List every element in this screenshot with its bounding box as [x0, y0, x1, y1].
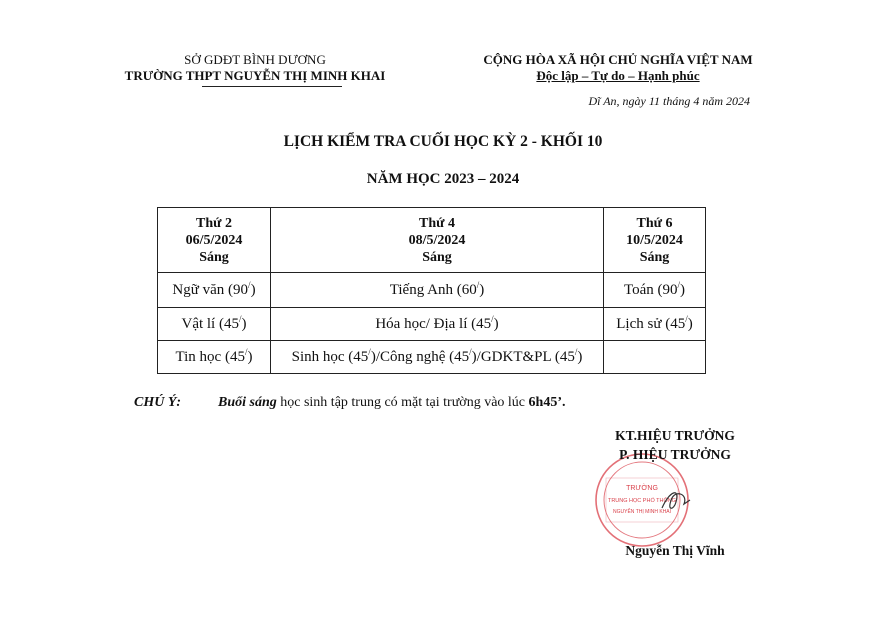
subject-name: Lịch sử (45	[616, 315, 686, 332]
minute-mark: /	[248, 279, 251, 290]
note-text	[218, 395, 565, 411]
table-row	[158, 308, 706, 341]
subject-cell	[158, 308, 271, 341]
session-label: Sáng	[199, 249, 229, 265]
handwritten-signature	[662, 493, 690, 508]
empty-cell	[604, 341, 706, 374]
signature-title-vice-principal: P. HIỆU TRƯỞNG	[619, 447, 731, 462]
note-time: 6h45’.	[528, 395, 566, 410]
paren-close: )	[493, 315, 499, 332]
table-row	[158, 273, 706, 308]
subject-name: Ngữ văn (90	[172, 281, 249, 298]
paren-close: )	[479, 281, 485, 298]
signer-name: Nguyễn Thị Vĩnh	[625, 543, 725, 558]
subject-cell	[158, 341, 271, 374]
table-row	[158, 341, 706, 374]
paren-close: )	[577, 348, 583, 365]
minute-mark: /	[574, 346, 578, 357]
left-header	[110, 52, 400, 84]
subject-name: Hóa học/ Địa lí (45	[375, 315, 492, 332]
session-label: Sáng	[639, 249, 670, 265]
motto: Độc lập – Tự do – Hạnh phúc	[536, 68, 700, 83]
table-header-row	[158, 208, 706, 273]
stamp-line: TRUNG HỌC PHỔ THÔNG	[607, 498, 677, 504]
note-body: học sinh tập trung có mặt tại trường vào lúc	[276, 395, 529, 410]
minute-mark: /	[685, 313, 688, 324]
minute-mark: /	[491, 313, 494, 324]
subject-cell	[604, 273, 706, 308]
subject-name: /GDKT&PL (45	[476, 348, 575, 365]
subject-cell	[271, 273, 604, 308]
date-label: 08/5/2024	[408, 232, 466, 248]
paren-close: )	[680, 281, 686, 298]
subject-name: Toán (90	[623, 281, 678, 298]
paren-close: )	[370, 348, 376, 365]
subject-cell	[271, 341, 604, 374]
paren-close: )	[687, 315, 693, 332]
paren-close: )	[250, 281, 256, 298]
day-label: Thứ 6	[636, 215, 673, 231]
document-subtitle: NĂM HỌC 2023 – 2024	[366, 171, 520, 187]
right-header	[468, 52, 768, 84]
session-label: Sáng	[422, 249, 452, 265]
header-underline	[202, 86, 342, 87]
subject-name: Sinh học (45	[291, 348, 369, 365]
stamp-line: NGUYỄN THỊ MINH KHAI	[613, 509, 671, 515]
minute-mark: /	[368, 346, 371, 357]
header-cell-monday	[158, 208, 271, 273]
subject-name: Tiếng Anh (60	[389, 281, 477, 298]
minute-mark: /	[476, 279, 480, 290]
note-emphasis: Buổi sáng	[218, 395, 277, 410]
subject-name: /Công nghệ (45	[375, 348, 470, 365]
subject-cell	[158, 273, 271, 308]
paren-close: )	[241, 315, 247, 332]
subject-name: Tin học (45	[175, 348, 245, 365]
day-label: Thứ 4	[418, 215, 456, 231]
note-label: CHÚ Ý:	[134, 395, 182, 410]
exam-schedule-table	[157, 207, 706, 374]
header-cell-friday	[604, 208, 706, 273]
date-line: Dĩ An, ngày 11 tháng 4 năm 2024	[588, 94, 750, 108]
minute-mark: /	[677, 279, 681, 290]
minute-mark: /	[238, 313, 242, 324]
school-seal-stamp	[592, 450, 692, 550]
school-name: TRƯỜNG THPT NGUYỄN THỊ MINH KHAI	[124, 68, 386, 83]
document-title: LỊCH KIỂM TRA CUỐI HỌC KỲ 2 - KHỐI 10	[283, 133, 603, 150]
country-name: CỘNG HÒA XÃ HỘI CHỦ NGHĨA VIỆT NAM	[483, 52, 753, 67]
paren-close: )	[471, 348, 477, 365]
subject-name: Vật lí (45	[181, 315, 239, 332]
subject-cell	[271, 308, 604, 341]
day-label: Thứ 2	[195, 215, 233, 231]
signature-title-principal: KT.HIỆU TRƯỞNG	[615, 428, 735, 443]
minute-mark: /	[469, 346, 472, 357]
department-name: SỞ GDĐT BÌNH DƯƠNG	[184, 52, 326, 67]
paren-close: )	[247, 348, 253, 365]
header-cell-wednesday	[271, 208, 604, 273]
date-label: 10/5/2024	[626, 232, 683, 248]
date-label: 06/5/2024	[185, 232, 243, 248]
subject-cell	[604, 308, 706, 341]
minute-mark: /	[244, 346, 248, 357]
stamp-line: TRƯỜNG	[626, 485, 658, 492]
